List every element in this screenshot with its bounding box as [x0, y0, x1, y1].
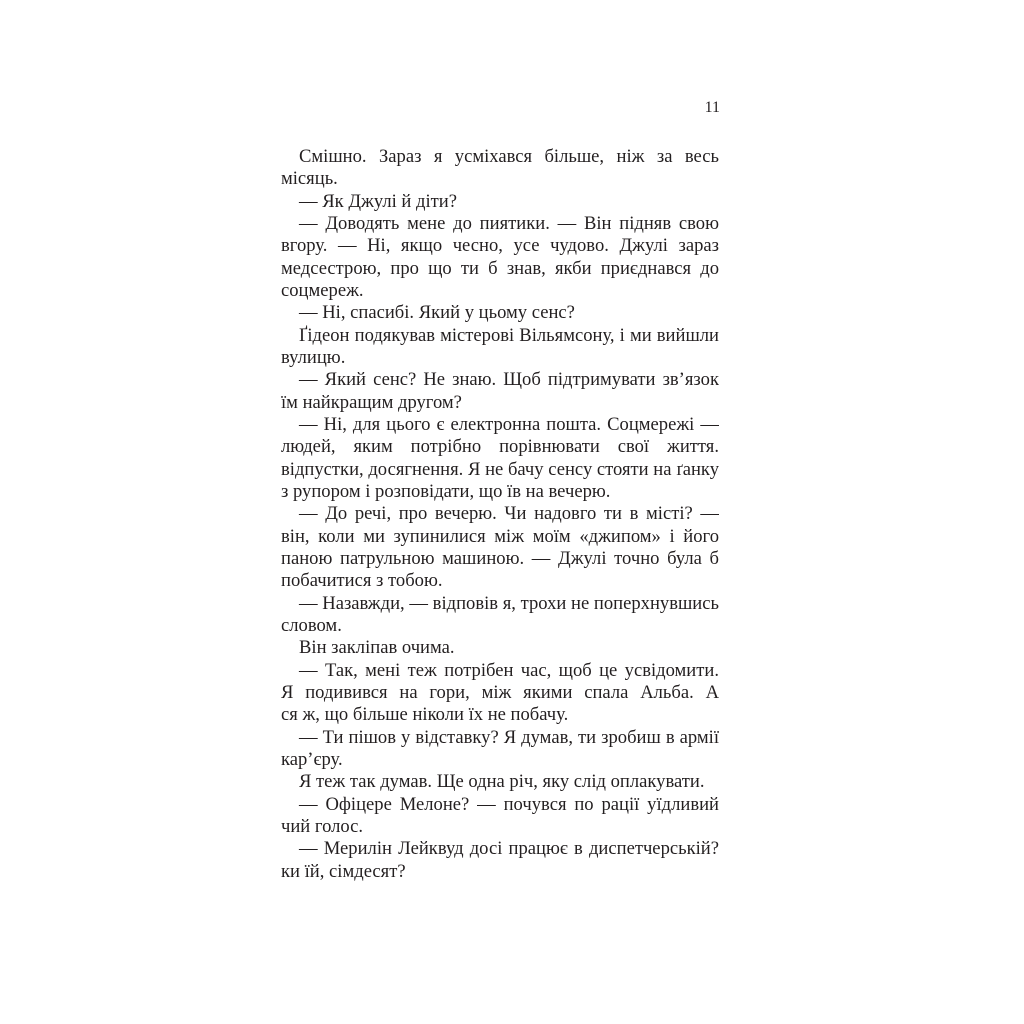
body-text [281, 146, 719, 883]
paragraph [281, 191, 719, 213]
paragraph [281, 593, 719, 638]
text-line: — Ні, спасибі. Який у цьому сенс? [299, 302, 575, 324]
text-line: паною патрульною машиною. — Джулі точно була б [281, 547, 719, 569]
text-line: — До речі, про вечерю. Чи надовго ти в місті? — [299, 503, 719, 525]
text-line: — Як Джулі й діти? [299, 190, 457, 212]
text-line: — Мерилін Лейквуд досі працює в диспетчерській? [299, 838, 719, 860]
paragraph [281, 369, 719, 414]
paragraph [281, 503, 719, 592]
paragraph [281, 302, 719, 324]
text-line: місяць. [281, 168, 338, 190]
text-line: — Ти пішов у відставку? Я думав, ти зробиш в армії [299, 726, 719, 748]
text-line: соцмереж. [281, 279, 364, 301]
paragraph [281, 325, 719, 370]
page-number: 11 [704, 99, 720, 116]
text-line: кар’єру. [281, 748, 343, 770]
text-line: Я подивився на гори, між якими спала Альба. А [281, 681, 719, 703]
paragraph [281, 213, 719, 302]
text-line: побачитися з тобою. [281, 570, 443, 592]
paragraph [281, 727, 719, 772]
text-line: з рупором і розповідати, що їв на вечерю. [281, 480, 611, 502]
text-line: вулицю. [281, 346, 346, 368]
text-line: — Так, мені теж потрібен час, щоб це усвідомити. [299, 659, 719, 681]
text-line: медсестрою, про що ти б знав, якби приєднався до [281, 257, 719, 279]
text-line: — Назавжди, — відповів я, трохи не поперхнувшись [299, 592, 719, 614]
text-line: — Доводять мене до пиятики. — Він підняв свою [299, 212, 719, 234]
text-line: їм найкращим другом? [281, 391, 462, 413]
text-line: вгору. — Ні, якщо чесно, усе чудово. Джулі зараз [281, 235, 719, 257]
text-line: ся ж, що більше ніколи їх не побачу. [281, 704, 569, 726]
text-line: Смішно. Зараз я усміхався більше, ніж за весь [299, 146, 719, 167]
text-line: Я теж так думав. Ще одна річ, яку слід оплакувати. [299, 771, 705, 793]
text-line: — Який сенс? Не знаю. Щоб підтримувати зв’язок [299, 369, 719, 391]
paragraph [281, 794, 719, 839]
text-line: він, коли ми зупинилися між моїм «джипом» і його [281, 525, 719, 547]
text-line: чий голос. [281, 815, 364, 837]
paragraph [281, 414, 719, 503]
text-line: — Ні, для цього є електронна пошта. Соцмережі — [299, 413, 719, 435]
text-line: Ґідеон подякував містерові Вільямсону, і ми вийшли [299, 324, 719, 346]
paragraph [281, 838, 719, 883]
text-line: ки їй, сімдесят? [281, 860, 406, 882]
text-line: відпустки, досягнення. Я не бачу сенсу стояти на ґанку [281, 458, 719, 480]
text-line: — Офіцере Мелоне? — почувся по рації уїдливий [299, 793, 719, 815]
paragraph [281, 146, 719, 191]
paragraph [281, 637, 719, 659]
paragraph [281, 660, 719, 727]
text-line: Він закліпав очима. [299, 637, 455, 659]
paragraph [281, 771, 719, 793]
text-line: людей, яким потрібно порівнювати свої життя. [281, 436, 719, 458]
text-line: словом. [281, 614, 342, 636]
